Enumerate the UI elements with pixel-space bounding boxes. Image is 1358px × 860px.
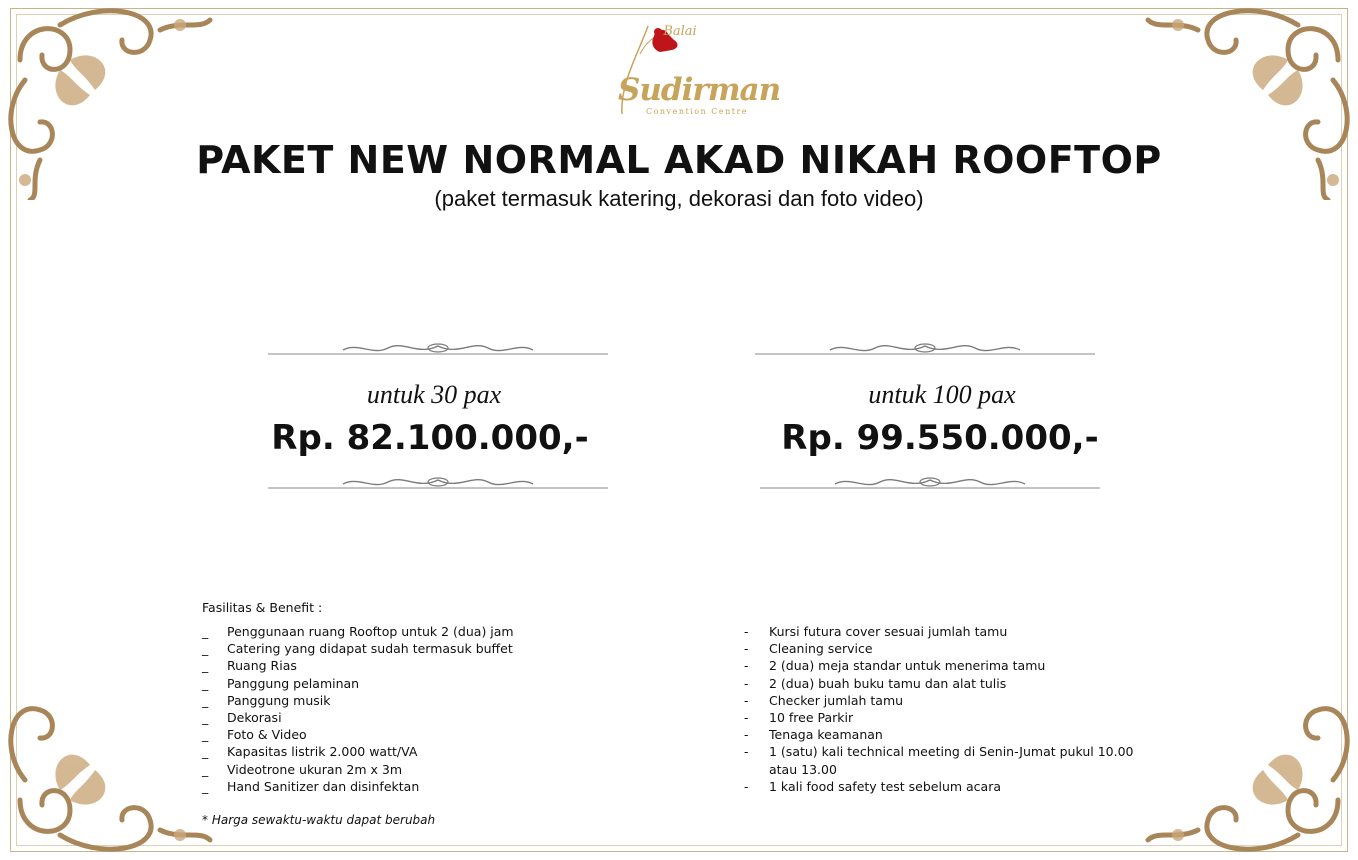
facility-item	[744, 640, 1264, 657]
facility-item	[202, 778, 722, 795]
facility-item	[744, 743, 1264, 760]
facility-text: Catering yang didapat sudah termasuk buffet	[227, 641, 513, 657]
facility-item	[202, 640, 722, 657]
facility-item	[744, 692, 1264, 709]
bullet-dash: _	[202, 641, 209, 657]
facility-item	[744, 726, 1264, 743]
bullet-dash: _	[202, 658, 209, 674]
facility-text: Panggung musik	[227, 692, 331, 708]
facility-item	[744, 623, 1264, 640]
facility-text: Cleaning service	[769, 641, 873, 657]
page-title: PAKET NEW NORMAL AKAD NIKAH ROOFTOP	[196, 138, 1162, 182]
facilities-list-left	[202, 623, 722, 795]
facility-item	[202, 623, 722, 640]
facility-text: Videotrone ukuran 2m x 3m	[227, 761, 403, 777]
logo-name: Sudirman	[618, 72, 781, 108]
facility-text: Foto & Video	[227, 727, 307, 743]
facilities-list-right	[744, 623, 1264, 795]
bullet-dash: -	[744, 744, 749, 760]
facility-text: Tenaga keamanan	[769, 727, 883, 743]
bullet-dash: -	[744, 624, 749, 639]
bullet-dash: _	[202, 624, 209, 639]
facility-item	[202, 657, 722, 674]
page-subtitle: (paket termasuk katering, dekorasi dan foto video)	[434, 186, 924, 211]
bullet-dash: -	[744, 658, 749, 674]
facilities-title: Fasilitas & Benefit :	[202, 600, 323, 615]
bullet-dash: _	[202, 744, 209, 760]
bullet-dash: _	[202, 778, 209, 794]
facility-item	[202, 692, 722, 709]
facility-text: Checker jumlah tamu	[769, 692, 904, 708]
package-price-100: Rp. 99.550.000,-	[781, 418, 1099, 458]
package-pax-30: untuk 30 pax	[366, 380, 502, 409]
facility-item	[202, 743, 722, 760]
facility-text: 10 free Parkir	[769, 710, 854, 726]
bullet-dash: -	[744, 692, 749, 708]
facility-text: 1 (satu) kali technical meeting di Senin-Jumat pukul 10.00	[769, 744, 1134, 760]
facility-item	[202, 761, 722, 778]
bullet-dash: _	[202, 727, 209, 743]
facility-item	[744, 778, 1264, 795]
bullet-dash: _	[202, 710, 209, 726]
facility-item	[744, 761, 1264, 778]
facility-item	[744, 709, 1264, 726]
price-note: * Harga sewaktu-waktu dapat berubah	[202, 813, 436, 827]
facility-text: 2 (dua) meja standar untuk menerima tamu	[769, 658, 1046, 674]
bullet-dash: -	[744, 710, 749, 726]
bullet-dash: -	[744, 778, 749, 794]
package-price-30: Rp. 82.100.000,-	[271, 418, 589, 458]
bullet-dash: -	[744, 641, 749, 657]
facility-text: 1 kali food safety test sebelum acara	[769, 778, 1002, 794]
bullet-dash: _	[202, 692, 209, 708]
facility-text: Penggunaan ruang Rooftop untuk 2 (dua) jam	[227, 624, 514, 639]
facility-text: atau 13.00	[769, 761, 837, 777]
facility-text: Panggung pelaminan	[227, 675, 360, 691]
facility-item	[744, 675, 1264, 692]
facility-text: Kapasitas listrik 2.000 watt/VA	[227, 744, 418, 760]
ornament-divider-top-right	[755, 340, 1095, 360]
corner-ornament-bottom-left	[0, 660, 230, 860]
bullet-dash: _	[202, 675, 209, 691]
ornament-divider-bottom-right	[760, 474, 1100, 494]
facility-text: Ruang Rias	[227, 658, 297, 674]
facility-text: Kursi futura cover sesuai jumlah tamu	[769, 624, 1008, 639]
facility-item	[202, 726, 722, 743]
facility-text: Dekorasi	[227, 710, 282, 726]
facility-text: Hand Sanitizer dan disinfektan	[227, 778, 420, 794]
ornament-divider-top-left	[268, 340, 608, 360]
logo-subtitle: Convention Centre	[645, 107, 749, 116]
bullet-dash: -	[744, 675, 749, 691]
bullet-dash: -	[744, 727, 749, 743]
bullet-dash: _	[202, 761, 209, 777]
facility-item	[744, 657, 1264, 674]
facility-item	[202, 709, 722, 726]
logo-top-word: Balai	[663, 24, 697, 39]
facility-text: 2 (dua) buah buku tamu dan alat tulis	[769, 675, 1007, 691]
package-pax-100: untuk 100 pax	[868, 380, 1016, 409]
ornament-divider-bottom-left	[268, 474, 608, 494]
facility-item	[202, 675, 722, 692]
